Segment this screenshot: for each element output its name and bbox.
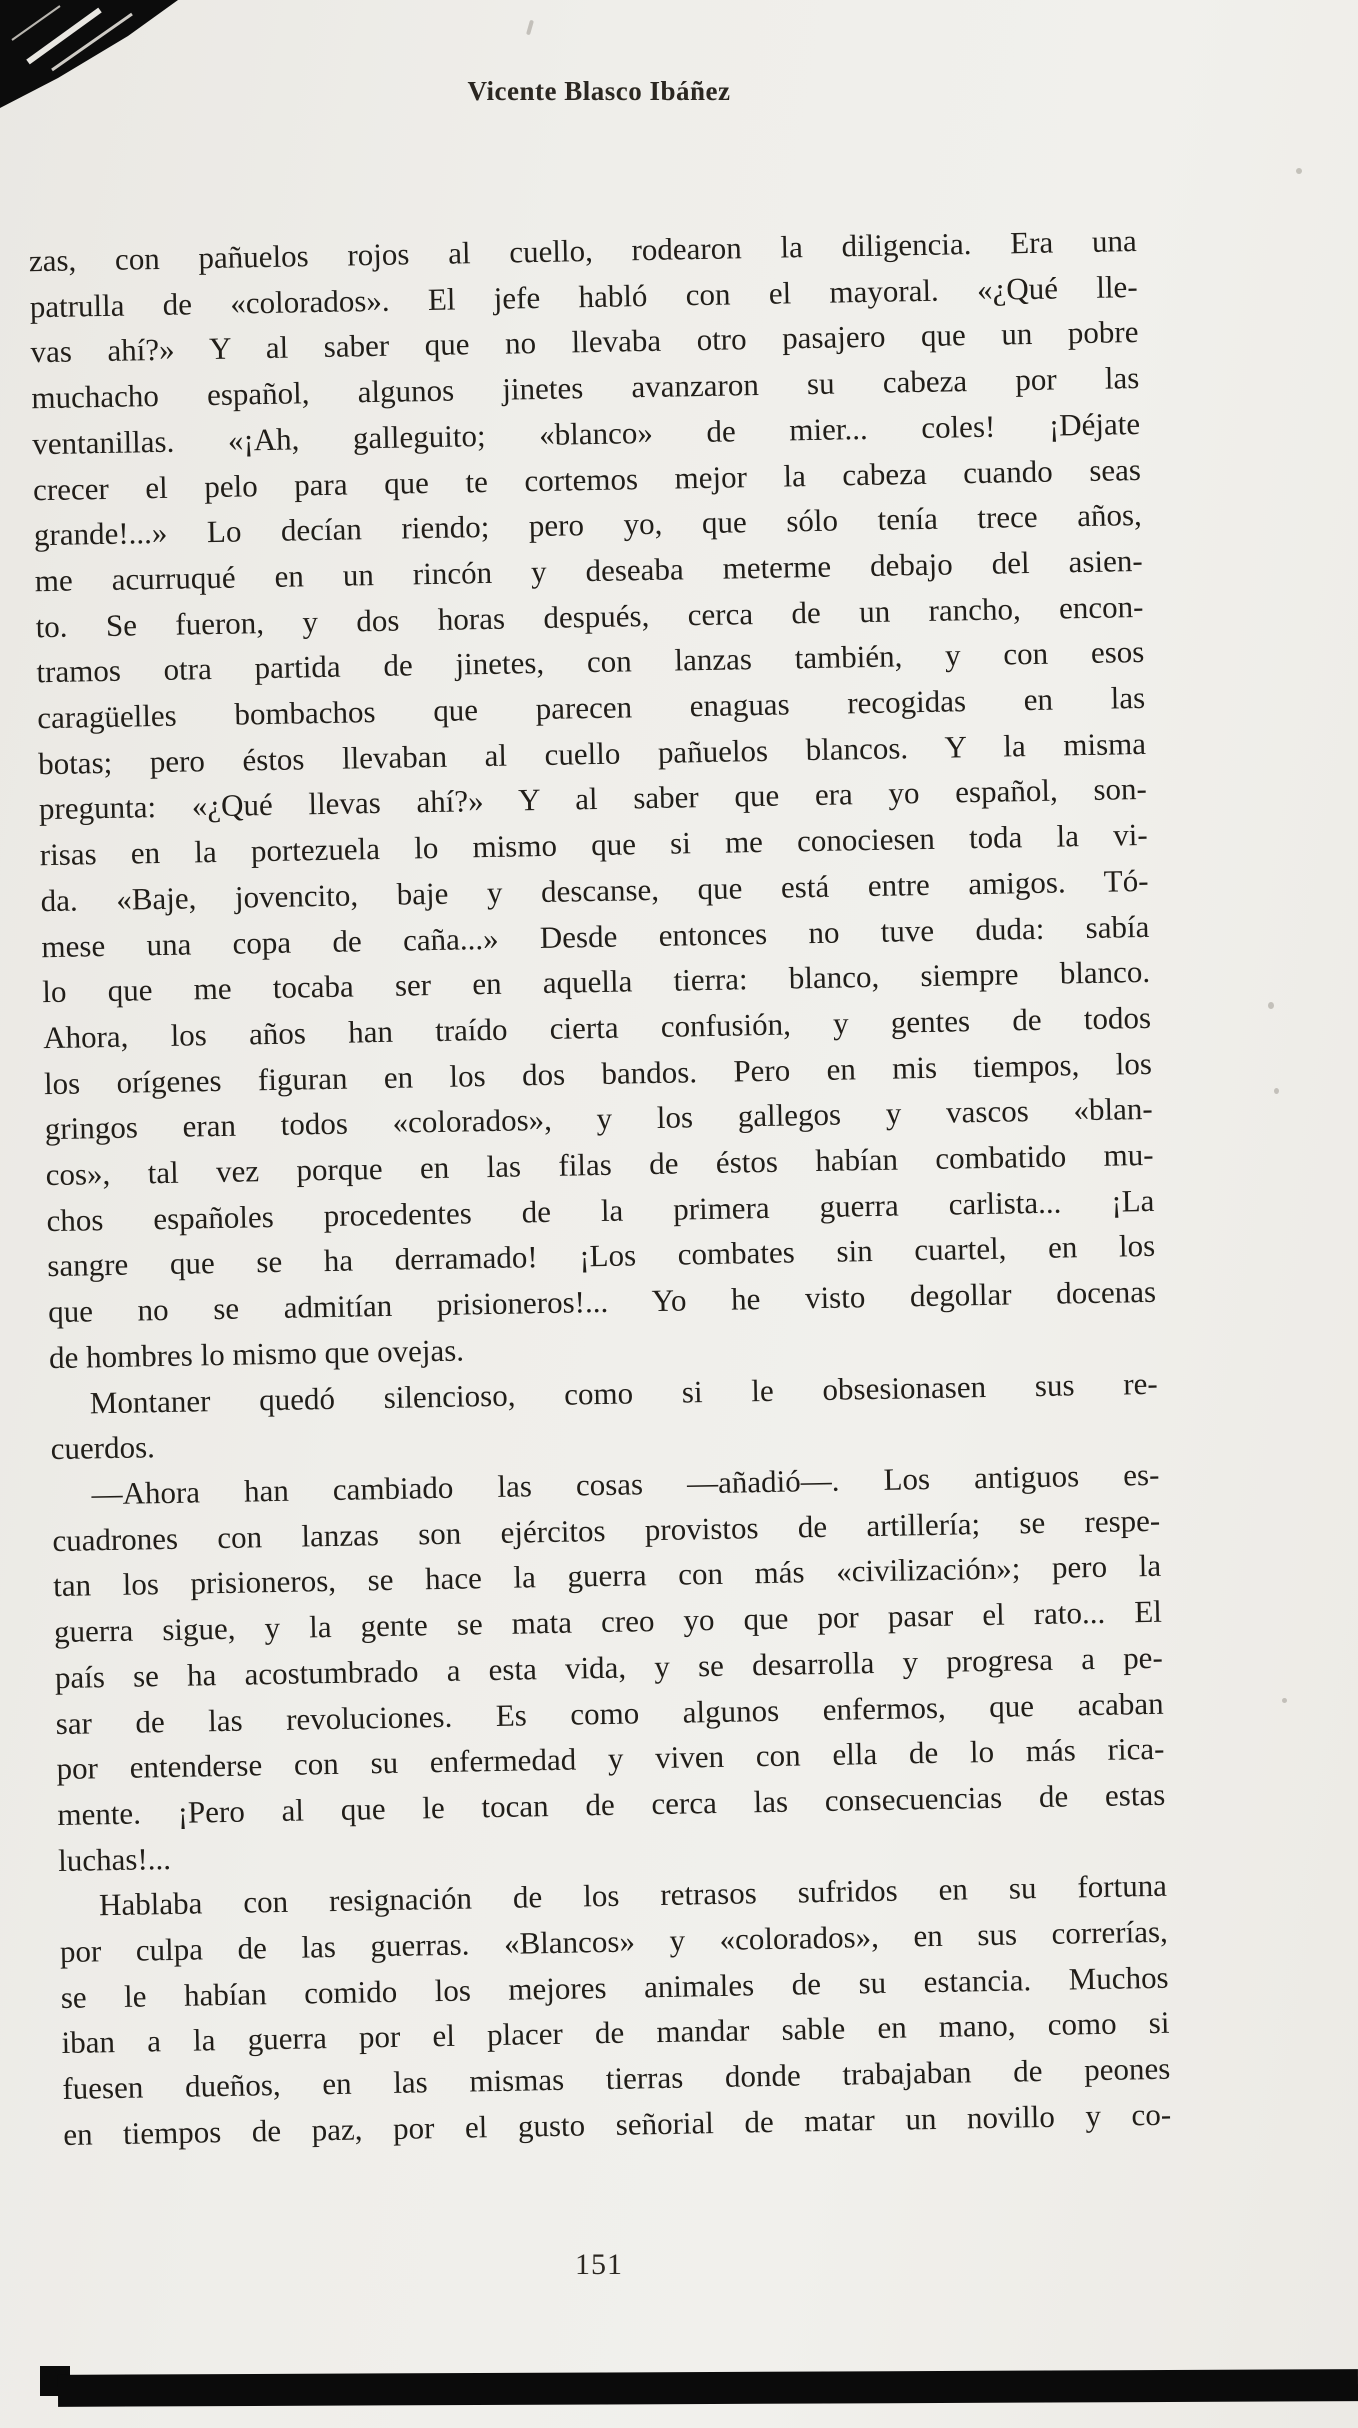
text-line: tramos otra partida de jinetes, con lanzas también, y con esos (36, 634, 1145, 690)
text-line: Hablaba con resignación de los retrasos sufridos en su fortuna (98, 1868, 1168, 1923)
text-line: ventanillas. «¡Ah, galleguito; «blanco» de mier... coles! ¡Déjate (31, 405, 1141, 462)
text-line: da. «Baje, jovencito, baje y descanse, que está entre amigos. Tó- (40, 862, 1149, 919)
text-line: de hombres lo mismo que ovejas. (48, 1332, 465, 1375)
text-line: gringos eran todos «colorados», y los gallegos y vascos «blan- (44, 1091, 1153, 1147)
text-line: por culpa de las guerras. «Blancos» y «colorados», en sus correrías, (59, 1913, 1169, 1970)
text-line: Ahora, los años han traído cierta confusión, y gentes de todos (42, 999, 1152, 1056)
text-line: los orígenes figuran en los dos bandos. Pero en mis tiempos, los (43, 1045, 1153, 1101)
text-line: mente. ¡Pero al que le tocan de cerca las consecuencias de estas (57, 1776, 1166, 1832)
scan-edge-artifact (58, 2369, 1358, 2407)
text-line: luchas!... (57, 1840, 172, 1878)
text-line: lo que me tocaba ser en aquella tierra: blanco, siempre blanco. (41, 954, 1151, 1010)
text-line: cos», tal vez porque en las filas de éstos habían combatido mu- (45, 1136, 1154, 1193)
page-number: 151 (575, 2248, 623, 2281)
text-line: fuesen dueños, en las mismas tierras donde trabajaban de peones (62, 2050, 1171, 2107)
text-line: chos españoles procedentes de la primera guerra carlista... ¡La (46, 1182, 1155, 1238)
scan-speck (1296, 168, 1302, 174)
text-line: pregunta: «¿Qué llevas ahí?» Y al saber que era yo español, son- (38, 771, 1148, 827)
text-line: tan los prisioneros, se hace la guerra con más «civilización»; pero la (52, 1548, 1162, 1604)
scan-speck (1268, 1002, 1274, 1009)
scan-speck (1274, 1088, 1279, 1094)
text-line: crecer el pelo para que te cortemos mejor la cabeza cuando seas (32, 451, 1142, 507)
text-line: mese una copa de caña...» Desde entonces no tuve duda: sabía (41, 908, 1150, 964)
scan-speck (1282, 1698, 1287, 1703)
text-line: guerra sigue, y la gente se mata creo yo que por pasar el rato... El (53, 1593, 1163, 1650)
text-line: por entenderse con su enfermedad y viven con ella de lo más rica- (56, 1730, 1165, 1787)
text-line: caragüelles bombachos que parecen enaguas recogidas en las (36, 679, 1146, 736)
text-line: Montaner quedó silencioso, como si le obsesionasen sus re- (89, 1365, 1158, 1420)
text-line: zas, con pañuelos rojos al cuello, rodearon la diligencia. Era una (28, 223, 1138, 279)
text-line: —Ahora han cambiado las cosas —añadió—. Los antiguos es- (91, 1456, 1160, 1512)
text-line: cuerdos. (50, 1429, 156, 1467)
text-line: que no se admitían prisioneros!... Yo he visto degollar docenas (47, 1274, 1157, 1330)
text-line: iban a la guerra por el placer de mandar sable en mano, como si (61, 2005, 1170, 2061)
text-line: grande!...» Lo decían riendo; pero yo, que sólo tenía trece años, (33, 497, 1143, 553)
running-header: Vicente Blasco Ibáñez (467, 76, 731, 106)
text-line: botas; pero éstos llevaban al cuello pañuelos blancos. Y la misma (37, 725, 1147, 781)
text-line: país se ha acostumbrado a esta vida, y se desarrolla y progresa a pe- (54, 1639, 1164, 1695)
text-line: patrulla de «colorados». El jefe habló con el mayoral. «¿Qué lle- (29, 268, 1138, 325)
text-line: cuadrones con lanzas son ejércitos provistos de artillería; se respe- (52, 1502, 1161, 1558)
text-line: risas en la portezuela lo mismo que si me conociesen toda la vi- (39, 817, 1148, 873)
scan-speck (526, 20, 534, 36)
text-line: vas ahí?» Y al saber que no llevaba otro pasajero que un pobre (30, 314, 1139, 370)
text-line: to. Se fueron, y dos horas después, cerca de un rancho, encon- (35, 588, 1144, 644)
text-line: se le habían comido los mejores animales de su estancia. Muchos (60, 1959, 1169, 2015)
text-line: sangre que se ha derramado! ¡Los combates sin cuartel, en los (47, 1228, 1156, 1284)
body-text (29, 218, 1172, 2158)
text-line: en tiempos de paz, por el gusto señorial de matar un novillo y co- (62, 2096, 1172, 2152)
text-line: sar de las revoluciones. Es como algunos enfermos, que acaban (55, 1685, 1164, 1741)
text-line: muchacho español, algunos jinetes avanzaron su cabeza por las (31, 360, 1140, 416)
text-line: me acurruqué en un rincón y deseaba meterme debajo del asien- (34, 542, 1143, 599)
